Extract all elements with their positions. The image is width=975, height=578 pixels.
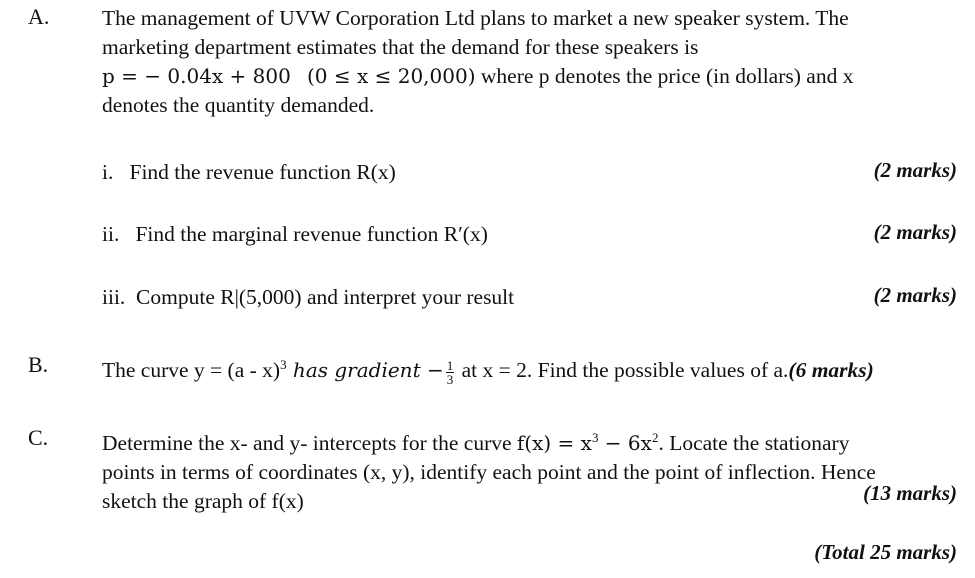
section-c-line2: points in terms of coordinates (x, y), identify each point and the point of inflection. Hence [102, 460, 876, 485]
section-c-line1-pre: Determine the x- and y- intercepts for the curve [102, 431, 517, 456]
section-b-text-after: at x = 2. Find the possible values of a. [456, 358, 789, 383]
section-a-label: A. [28, 4, 50, 29]
sub-question-number: iii. [102, 285, 126, 309]
section-b-exponent: 3 [280, 357, 287, 372]
section-a-intro [102, 4, 960, 120]
marks-iii: (2 marks) [873, 283, 957, 307]
total-marks: (Total 25 marks) [814, 540, 957, 564]
section-a-line4: denotes the quantity demanded. [102, 93, 375, 117]
section-b-text-mid: has gradient − [286, 358, 444, 383]
sub-question-text: Find the marginal revenue function R′(x) [135, 222, 488, 246]
sub-question-iii [102, 283, 960, 312]
marks-b: (6 marks) [788, 358, 874, 383]
sub-question-ii [102, 220, 960, 249]
curve-function-mid: − 6x [598, 431, 652, 456]
fraction-numerator: 1 [446, 357, 454, 373]
sub-question-text: Compute R|(5,000) and interpret your result [136, 285, 515, 309]
gradient-fraction [446, 359, 455, 386]
marks-ii: (2 marks) [873, 220, 957, 244]
section-b-text-before: The curve y = (a - x) [102, 358, 281, 383]
section-c-line1-post: . Locate the stationary [658, 431, 850, 456]
curve-function: f(x) = x [516, 431, 592, 456]
sub-question-number: i. [102, 160, 114, 184]
marks-c: (13 marks) [863, 481, 957, 505]
section-b-label: B. [28, 352, 49, 377]
sub-question-number: ii. [102, 222, 120, 246]
section-c-line3: sketch the graph of f(x) [102, 489, 304, 514]
curve-exponent-1: 3 [591, 430, 599, 445]
sub-question-text: Find the revenue function R(x) [129, 160, 396, 184]
section-a-line1: The management of UVW Corporation Ltd plans to market a new speaker system. The [102, 6, 849, 30]
fraction-denominator: 3 [446, 371, 454, 387]
demand-equation: p = − 0.04x + 800 [102, 64, 291, 88]
section-a-line3-rest: where p denotes the price (in dollars) and x [480, 64, 854, 88]
curve-exponent-2: 2 [651, 430, 659, 445]
domain-constraint: (0 ≤ x ≤ 20,000) [306, 64, 476, 88]
section-c-label: C. [28, 425, 49, 450]
marks-i: (2 marks) [873, 158, 957, 182]
section-c-line1 [102, 423, 960, 458]
section-b-question [102, 350, 952, 386]
section-c-question [102, 423, 960, 516]
section-a-line3 [102, 62, 960, 91]
sub-question-i [102, 158, 960, 187]
section-a-line2: marketing department estimates that the demand for these speakers is [102, 35, 699, 59]
